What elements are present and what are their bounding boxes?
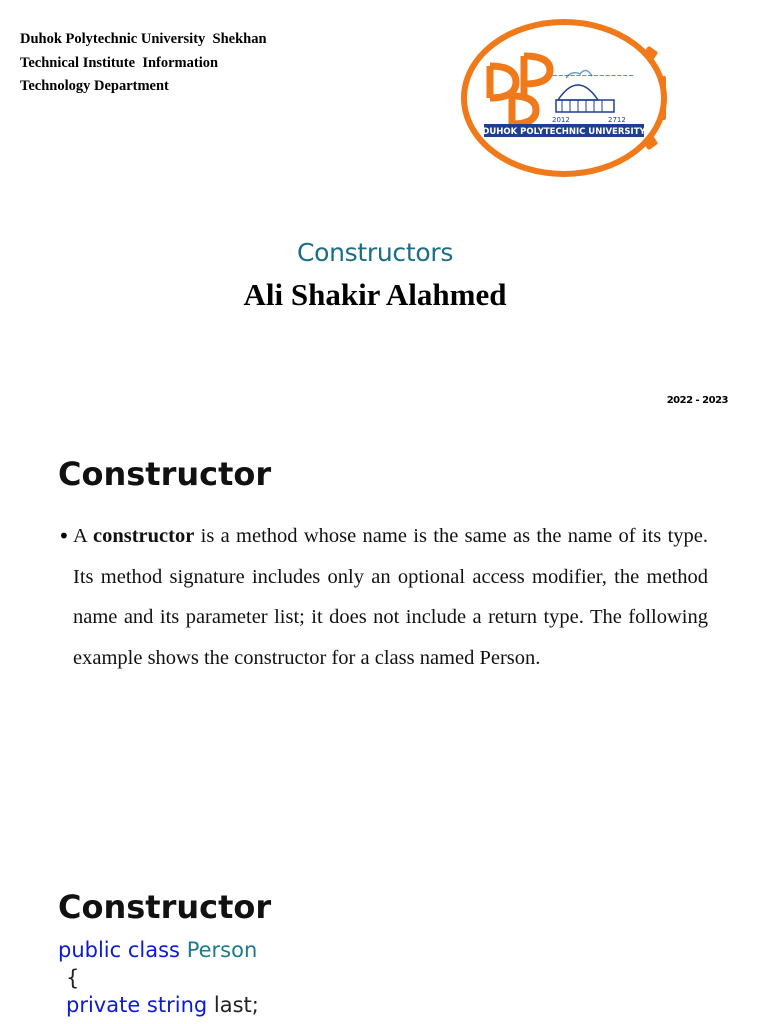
bullet-body: is a method whose name is the same as the name of its type. Its method signature includes only an optional access modifier, the method name and its parameter list; it does not include a return type. The following example shows the constructor for a class named Person. — [73, 525, 708, 669]
institution-line-2: Technical Institute Information — [20, 55, 219, 71]
code-line-1 — [58, 938, 257, 962]
bullet-prefix: A — [73, 525, 93, 547]
author-name: Ali Shakir Alahmed — [243, 277, 507, 312]
institution-line-3: Technology Department — [20, 78, 169, 94]
code-keyword: public class — [58, 938, 180, 962]
code-type: Person — [186, 938, 258, 962]
university-logo — [458, 16, 670, 180]
logo-year-left: 2012 — [552, 116, 570, 124]
slide-heading-1: Constructor — [58, 455, 272, 493]
code-line-2: { — [66, 966, 80, 990]
code-line-3 — [66, 993, 259, 1017]
code-identifier: last; — [207, 993, 259, 1017]
slide-heading-2: Constructor — [58, 888, 272, 926]
bullet-paragraph — [73, 516, 708, 678]
bullet-marker: • — [58, 524, 70, 548]
bullet-bold-term: constructor — [93, 525, 195, 547]
logo-banner-text: DUHOK POLYTECHNIC UNIVERSITY — [482, 127, 646, 137]
code-keyword: private string — [66, 993, 208, 1017]
presentation-title: Constructors — [296, 238, 454, 267]
svg-text:~~~~~~~~~~~~~~: ~~~~~~~~~~~~~~ — [552, 72, 635, 80]
academic-years: 2022 - 2023 — [666, 395, 728, 406]
institution-line-1: Duhok Polytechnic University Shekhan — [20, 31, 267, 47]
logo-year-right: 2712 — [608, 116, 626, 124]
